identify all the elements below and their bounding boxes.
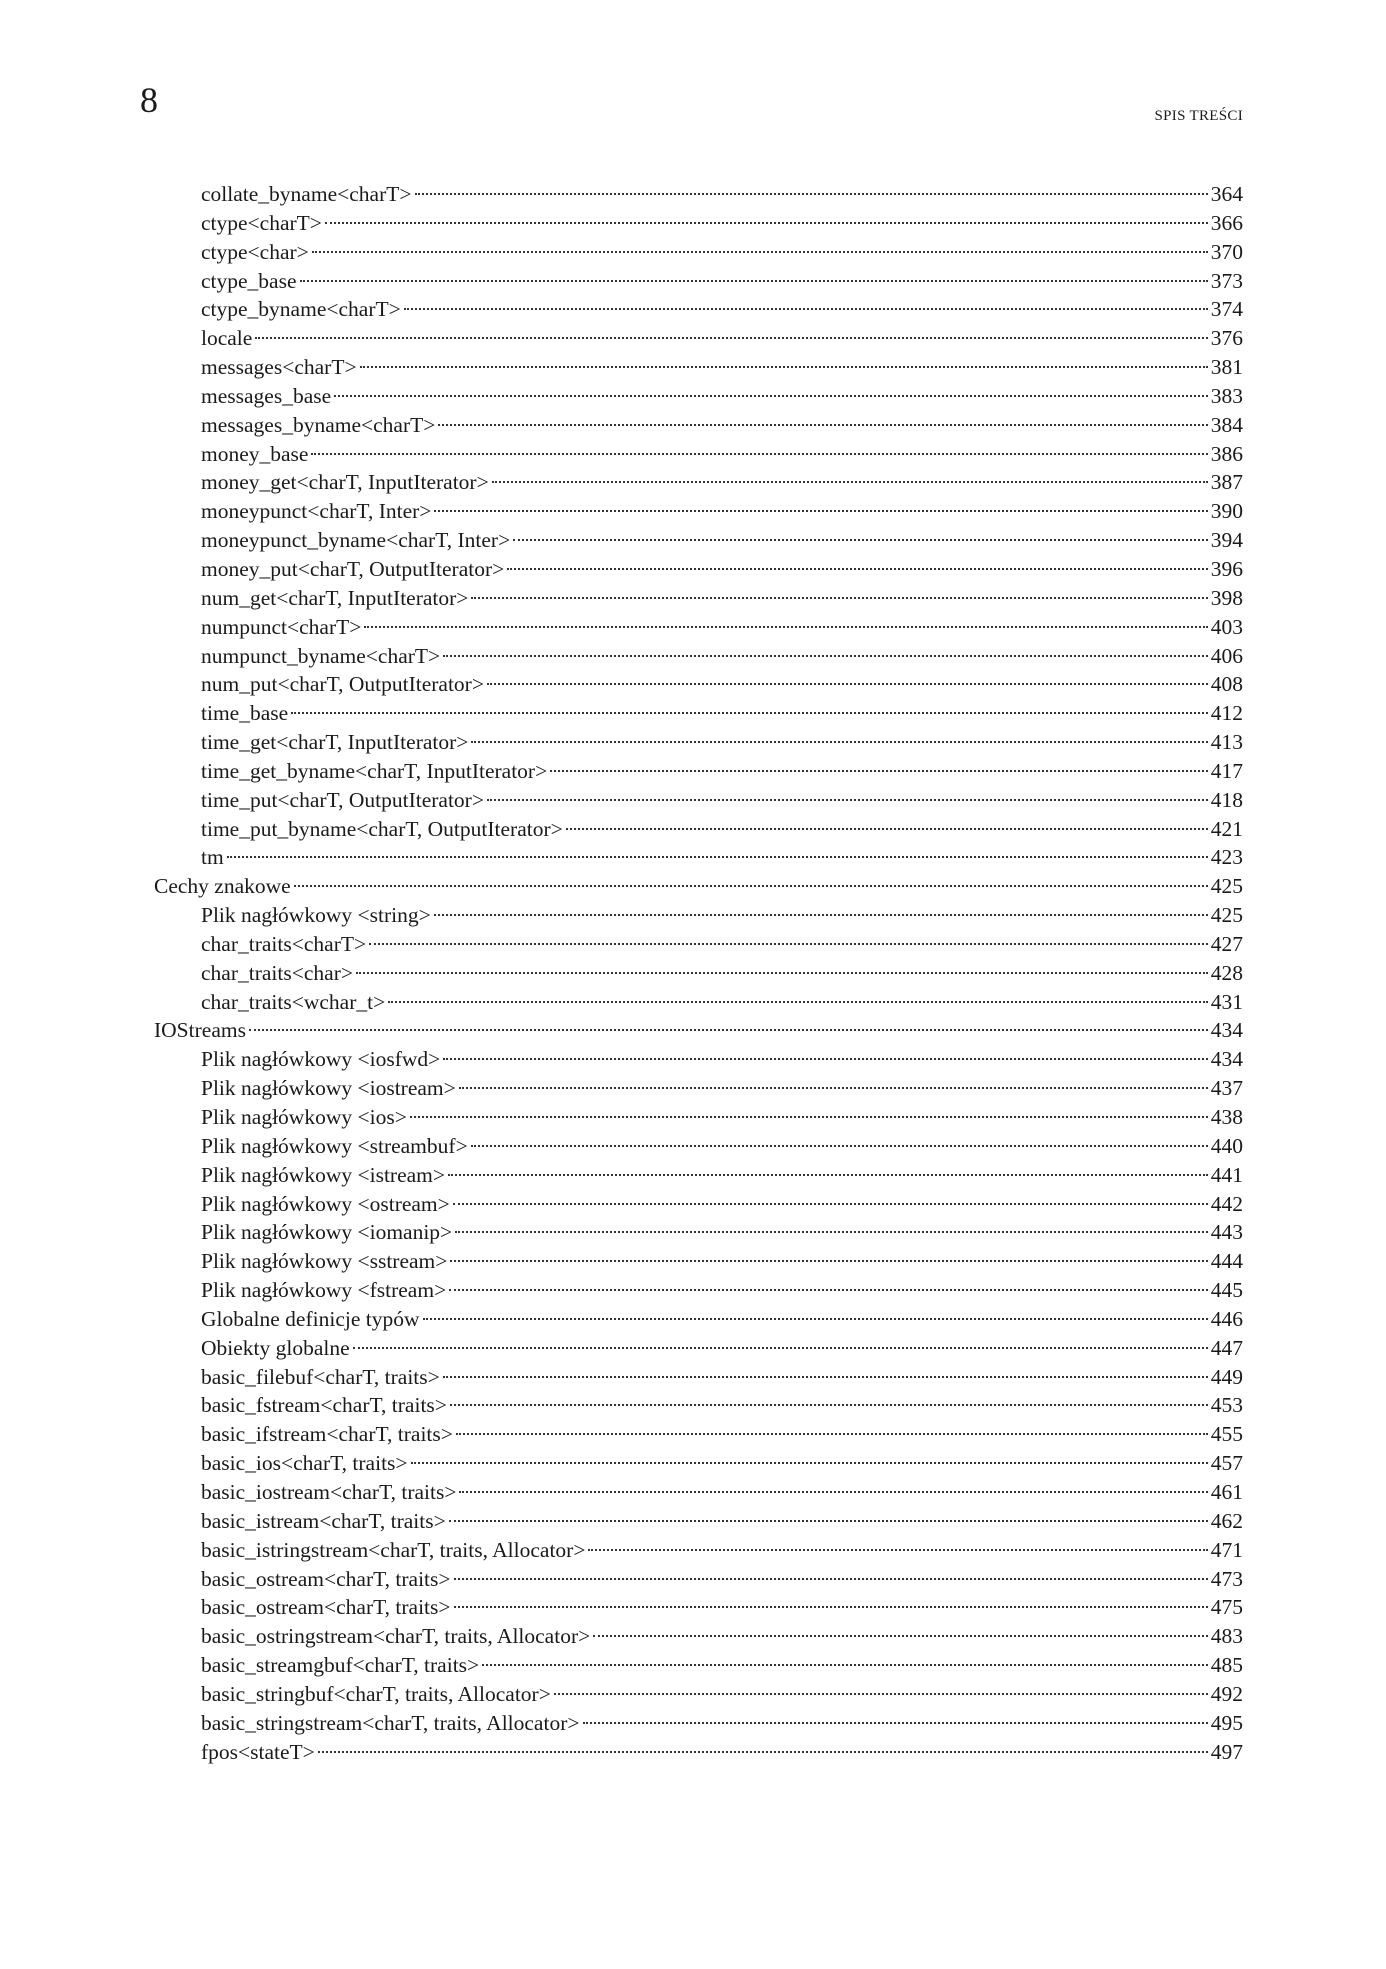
dot-leader (415, 193, 1208, 195)
toc-entry-title: tm (201, 845, 224, 870)
toc-section-entry (154, 872, 1243, 901)
toc-entry-page: 442 (1210, 1191, 1243, 1216)
toc-entry-title: locale (201, 326, 253, 351)
table-of-contents (154, 180, 1243, 1766)
dot-leader (334, 395, 1208, 397)
dot-leader (453, 1203, 1208, 1205)
dot-leader (434, 510, 1207, 512)
dot-leader (294, 885, 1208, 887)
toc-entry-page: 492 (1210, 1681, 1243, 1706)
dot-leader (388, 1001, 1208, 1003)
toc-entry (154, 324, 1243, 353)
toc-entry-page: 443 (1210, 1220, 1243, 1245)
toc-entry-title: basic_istream<charT, traits> (201, 1508, 446, 1533)
toc-entry-page: 376 (1210, 326, 1243, 351)
dot-leader (450, 1404, 1208, 1406)
toc-entry-title: basic_stringbuf<charT, traits, Allocator> (201, 1681, 551, 1706)
toc-entry-title: messages_base (201, 383, 332, 408)
toc-entry-title: money_put<charT, OutputIterator> (201, 556, 505, 581)
toc-entry-title: time_get<charT, InputIterator> (201, 730, 469, 755)
toc-entry (154, 238, 1243, 267)
toc-entry-title: basic_stringstream<charT, traits, Allocator> (201, 1710, 580, 1735)
toc-entry-title: fpos<stateT> (201, 1739, 315, 1764)
dot-leader (492, 481, 1208, 483)
dot-leader (438, 424, 1207, 426)
toc-entry-title: Plik nagłówkowy <istream> (201, 1162, 446, 1187)
toc-entry (154, 1507, 1243, 1536)
toc-entry-page: 497 (1210, 1739, 1243, 1764)
toc-entry (154, 1478, 1243, 1507)
toc-entry (154, 1391, 1243, 1420)
toc-entry-page: 449 (1210, 1364, 1243, 1389)
dot-leader (566, 828, 1208, 830)
toc-entry-page: 438 (1210, 1105, 1243, 1129)
toc-entry-page: 440 (1210, 1133, 1243, 1158)
toc-entry-title: Plik nagłówkowy <streambuf> (201, 1133, 468, 1158)
toc-entry (154, 1218, 1243, 1247)
toc-entry-page: 394 (1210, 528, 1243, 553)
toc-entry-page: 428 (1210, 960, 1243, 985)
toc-entry-page: 473 (1210, 1566, 1243, 1591)
toc-entry-page: 485 (1210, 1653, 1243, 1678)
toc-entry-page: 483 (1210, 1624, 1243, 1649)
toc-entry-title: basic_ostream<charT, traits> (201, 1595, 451, 1620)
toc-entry (154, 1190, 1243, 1219)
toc-entry (154, 1276, 1243, 1305)
toc-entry-page: 455 (1210, 1422, 1243, 1447)
toc-entry-title: char_traits<charT> (201, 931, 367, 956)
toc-entry-page: 437 (1210, 1076, 1243, 1101)
dot-leader (227, 856, 1208, 858)
toc-entry (154, 1449, 1243, 1478)
toc-entry (154, 1363, 1243, 1392)
toc-entry-title: moneypunct_byname<charT, Inter> (201, 528, 511, 553)
dot-leader (454, 1578, 1208, 1580)
toc-entry (154, 1680, 1243, 1709)
toc-entry-title: basic_ifstream<charT, traits> (201, 1422, 453, 1447)
toc-entry-title: numpunct<charT> (201, 614, 362, 639)
toc-entry-page: 431 (1210, 989, 1243, 1014)
toc-entry-page: 453 (1210, 1393, 1243, 1418)
dot-leader (507, 568, 1207, 570)
page-number: 8 (140, 80, 158, 120)
dot-leader (443, 1058, 1207, 1060)
toc-entry-title: Cechy znakowe (154, 874, 291, 899)
toc-entry-page: 441 (1210, 1162, 1243, 1187)
toc-entry (154, 1651, 1243, 1680)
toc-entry-page: 381 (1210, 355, 1243, 380)
toc-entry-page: 427 (1210, 931, 1243, 956)
toc-entry (154, 440, 1243, 469)
toc-entry-title: money_get<charT, InputIterator> (201, 470, 489, 495)
toc-entry-page: 495 (1210, 1710, 1243, 1735)
toc-entry-page: 413 (1210, 730, 1243, 755)
dot-leader (423, 1318, 1208, 1320)
toc-entry-title: ctype<char> (201, 239, 309, 264)
toc-entry-page: 364 (1210, 182, 1243, 206)
toc-entry (154, 411, 1243, 440)
dot-leader (454, 1606, 1208, 1608)
toc-entry (154, 1132, 1243, 1161)
toc-entry (154, 353, 1243, 382)
dot-leader (450, 1260, 1207, 1262)
toc-entry (154, 1074, 1243, 1103)
toc-entry (154, 1709, 1243, 1738)
dot-leader (255, 337, 1207, 339)
dot-leader (471, 1145, 1208, 1147)
toc-entry-title: Plik nagłówkowy <sstream> (201, 1249, 448, 1274)
toc-entry-page: 387 (1210, 470, 1243, 495)
toc-entry (154, 988, 1243, 1017)
toc-entry (154, 1161, 1243, 1190)
dot-leader (588, 1549, 1207, 1551)
toc-entry-page: 373 (1210, 268, 1243, 293)
dot-leader (513, 539, 1208, 541)
toc-entry-title: moneypunct<charT, Inter> (201, 499, 432, 524)
toc-entry-page: 446 (1210, 1306, 1243, 1331)
dot-leader (411, 1462, 1208, 1464)
toc-entry (154, 757, 1243, 786)
toc-entry-title: num_get<charT, InputIterator> (201, 585, 469, 610)
toc-entry-title: time_base (201, 701, 289, 726)
toc-entry (154, 699, 1243, 728)
toc-entry-title: time_get_byname<charT, InputIterator> (201, 758, 548, 783)
dot-leader (325, 222, 1208, 224)
toc-entry-title: ctype<charT> (201, 210, 322, 235)
dot-leader (410, 1116, 1208, 1118)
toc-entry (154, 1565, 1243, 1594)
dot-leader (550, 770, 1208, 772)
toc-entry-page: 461 (1210, 1479, 1243, 1504)
toc-entry-page: 408 (1210, 672, 1243, 697)
toc-entry-page: 412 (1210, 701, 1243, 726)
toc-entry-page: 374 (1210, 297, 1243, 322)
toc-entry-page: 434 (1210, 1018, 1243, 1043)
toc-section-entry (154, 1016, 1243, 1045)
toc-entry (154, 1045, 1243, 1074)
dot-leader (459, 1087, 1208, 1089)
toc-entry-title: Plik nagłówkowy <iosfwd> (201, 1047, 441, 1072)
toc-entry-page: 471 (1210, 1537, 1243, 1562)
dot-leader (364, 626, 1207, 628)
toc-entry-title: numpunct_byname<charT> (201, 643, 441, 668)
toc-entry-title: ctype_byname<charT> (201, 297, 401, 322)
toc-entry (154, 382, 1243, 411)
dot-leader (459, 1491, 1207, 1493)
dot-leader (356, 972, 1208, 974)
toc-entry (154, 728, 1243, 757)
toc-entry-title: Plik nagłówkowy <string> (201, 903, 431, 928)
toc-entry-page: 425 (1210, 903, 1243, 928)
toc-entry-page: 462 (1210, 1508, 1243, 1533)
dot-leader (583, 1722, 1208, 1724)
toc-entry-title: basic_filebuf<charT, traits> (201, 1364, 440, 1389)
toc-entry-page: 398 (1210, 585, 1243, 610)
toc-entry (154, 1536, 1243, 1565)
toc-entry (154, 555, 1243, 584)
toc-entry-title: Plik nagłówkowy <ostream> (201, 1191, 450, 1216)
dot-leader (455, 1231, 1208, 1233)
dot-leader (448, 1174, 1208, 1176)
dot-leader (471, 741, 1207, 743)
toc-entry-title: collate_byname<charT> (201, 182, 412, 206)
toc-entry (154, 209, 1243, 238)
toc-entry (154, 613, 1243, 642)
toc-entry (154, 468, 1243, 497)
toc-entry-title: money_base (201, 441, 309, 466)
toc-entry (154, 1420, 1243, 1449)
toc-entry (154, 180, 1243, 209)
toc-entry (154, 584, 1243, 613)
toc-entry-title: basic_ostringstream<charT, traits, Allocator> (201, 1624, 591, 1649)
toc-entry-title: basic_iostream<charT, traits> (201, 1479, 457, 1504)
toc-entry (154, 497, 1243, 526)
toc-entry-page: 445 (1210, 1278, 1243, 1303)
toc-entry-page: 403 (1210, 614, 1243, 639)
toc-entry-page: 434 (1210, 1047, 1243, 1072)
toc-entry-page: 417 (1210, 758, 1243, 783)
dot-leader (311, 453, 1207, 455)
toc-entry-title: Plik nagłówkowy <iomanip> (201, 1220, 453, 1245)
toc-entry-page: 418 (1210, 787, 1243, 812)
toc-entry-page: 370 (1210, 239, 1243, 264)
dot-leader (369, 943, 1208, 945)
toc-entry-title: char_traits<char> (201, 960, 353, 985)
dot-leader (443, 1376, 1208, 1378)
toc-entry (154, 295, 1243, 324)
toc-entry (154, 930, 1243, 959)
dot-leader (318, 1751, 1208, 1753)
toc-entry-title: basic_streamgbuf<charT, traits> (201, 1653, 480, 1678)
dot-leader (487, 683, 1208, 685)
dot-leader (443, 655, 1208, 657)
toc-entry-title: messages<charT> (201, 355, 357, 380)
toc-entry (154, 1622, 1243, 1651)
toc-entry (154, 267, 1243, 296)
toc-entry (154, 843, 1243, 872)
toc-entry-page: 457 (1210, 1451, 1243, 1476)
toc-entry-title: basic_ios<charT, traits> (201, 1451, 408, 1476)
toc-entry-page: 475 (1210, 1595, 1243, 1620)
toc-entry-page: 384 (1210, 412, 1243, 437)
toc-entry-page: 423 (1210, 845, 1243, 870)
dot-leader (312, 251, 1208, 253)
toc-entry-title: ctype_base (201, 268, 297, 293)
dot-leader (434, 914, 1208, 916)
dot-leader (482, 1664, 1208, 1666)
toc-entry-page: 390 (1210, 499, 1243, 524)
dot-leader (300, 280, 1208, 282)
toc-entry-title: Plik nagłówkowy <fstream> (201, 1278, 447, 1303)
dot-leader (471, 597, 1207, 599)
toc-entry-title: Obiekty globalne (201, 1335, 350, 1360)
toc-entry-page: 396 (1210, 556, 1243, 581)
toc-entry (154, 526, 1243, 555)
toc-entry-title: basic_ostream<charT, traits> (201, 1566, 451, 1591)
toc-entry (154, 642, 1243, 671)
toc-entry-title: time_put_byname<charT, OutputIterator> (201, 816, 563, 841)
toc-entry-page: 447 (1210, 1335, 1243, 1360)
toc-entry-title: Globalne definicje typów (201, 1306, 420, 1331)
toc-entry-title: basic_fstream<charT, traits> (201, 1393, 447, 1418)
toc-entry-title: char_traits<wchar_t> (201, 989, 386, 1014)
dot-leader (487, 799, 1208, 801)
dot-leader (249, 1029, 1208, 1031)
dot-leader (404, 308, 1208, 310)
dot-leader (456, 1433, 1208, 1435)
dot-leader (353, 1347, 1208, 1349)
toc-entry (154, 959, 1243, 988)
toc-entry-page: 444 (1210, 1249, 1243, 1274)
toc-entry (154, 1305, 1243, 1334)
toc-entry-page: 406 (1210, 643, 1243, 668)
toc-entry (154, 1334, 1243, 1363)
dot-leader (291, 712, 1208, 714)
toc-entry-page: 383 (1210, 383, 1243, 408)
toc-entry-title: Plik nagłówkowy <ios> (201, 1105, 407, 1129)
toc-entry-page: 386 (1210, 441, 1243, 466)
dot-leader (554, 1693, 1208, 1695)
toc-entry-page: 366 (1210, 210, 1243, 235)
dot-leader (449, 1520, 1208, 1522)
toc-entry-title: basic_istringstream<charT, traits, Allocator> (201, 1537, 586, 1562)
toc-entry (154, 1247, 1243, 1276)
toc-entry (154, 1593, 1243, 1622)
dot-leader (360, 366, 1208, 368)
toc-entry-page: 425 (1210, 874, 1243, 899)
toc-entry-title: time_put<charT, OutputIterator> (201, 787, 484, 812)
toc-entry-page: 421 (1210, 816, 1243, 841)
running-head: SPIS TREŚCI (1154, 108, 1243, 124)
toc-entry-title: IOStreams (154, 1018, 246, 1043)
toc-entry (154, 786, 1243, 815)
toc-entry (154, 815, 1243, 844)
toc-entry-title: Plik nagłówkowy <iostream> (201, 1076, 456, 1101)
toc-entry (154, 670, 1243, 699)
toc-entry (154, 1738, 1243, 1767)
toc-entry (154, 901, 1243, 930)
toc-entry (154, 1103, 1243, 1132)
toc-entry-title: messages_byname<charT> (201, 412, 436, 437)
dot-leader (593, 1635, 1208, 1637)
toc-entry-title: num_put<charT, OutputIterator> (201, 672, 484, 697)
dot-leader (449, 1289, 1208, 1291)
